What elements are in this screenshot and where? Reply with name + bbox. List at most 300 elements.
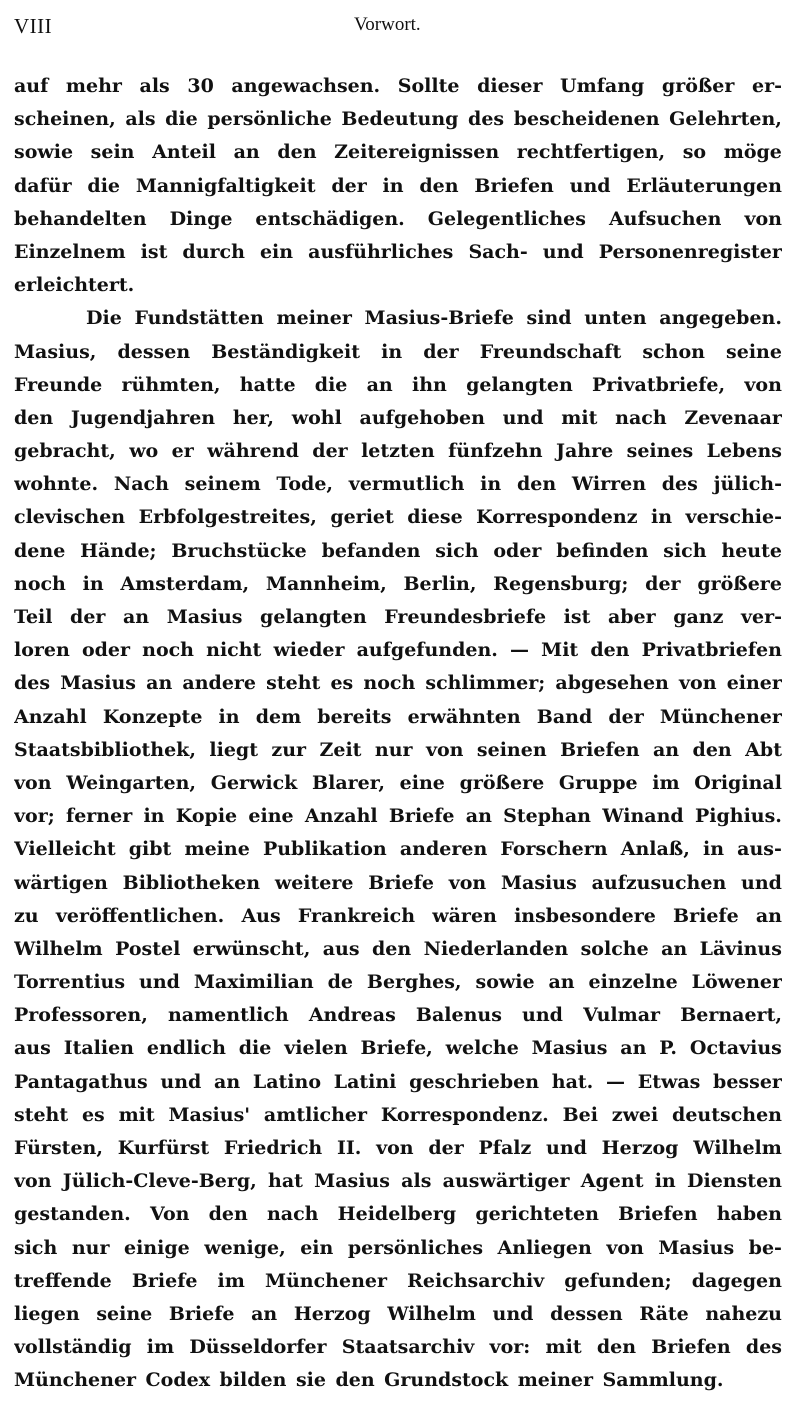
word: eine xyxy=(248,805,294,828)
word: meiner xyxy=(276,307,352,330)
word: gefunden; xyxy=(564,1269,672,1292)
word: Vielleicht xyxy=(14,838,116,861)
word: Bruchstücke xyxy=(171,539,307,562)
word: zu xyxy=(14,904,39,927)
word: Lävinus xyxy=(699,937,782,960)
word: in xyxy=(218,705,240,728)
word: meiner xyxy=(517,1369,594,1392)
word: sich xyxy=(435,539,479,562)
word: steht xyxy=(266,672,321,695)
word: im xyxy=(217,1269,245,1292)
word: Postel xyxy=(115,937,181,960)
word: an xyxy=(661,937,688,960)
word: gerichteten xyxy=(475,1203,599,1226)
text-line xyxy=(14,1331,782,1364)
word: Bernaert, xyxy=(680,1004,782,1027)
word: Tode, xyxy=(276,473,334,496)
word: Etwas xyxy=(637,1070,701,1093)
word: aber xyxy=(607,606,656,628)
word: Anliegen xyxy=(497,1236,592,1259)
word: vollständig xyxy=(14,1336,132,1359)
word: aus xyxy=(14,1037,51,1060)
word: und xyxy=(160,1070,202,1093)
word: gelangten xyxy=(466,373,573,396)
word: in xyxy=(382,174,404,197)
word: ist xyxy=(563,606,591,628)
word: dem xyxy=(255,705,302,728)
word: Niederlanden xyxy=(423,937,569,960)
word: Düsseldorfer xyxy=(189,1336,327,1359)
word: clevischen xyxy=(14,506,126,529)
word: Gelehrten, xyxy=(669,108,782,131)
word: seinem xyxy=(184,473,261,496)
text-line xyxy=(14,435,782,468)
text-line xyxy=(14,1099,782,1132)
text-line xyxy=(14,1265,782,1298)
word: Amsterdam, xyxy=(120,572,250,595)
word: haben xyxy=(716,1203,782,1226)
word: zwei xyxy=(611,1103,659,1126)
word: Pantagathus xyxy=(14,1070,148,1093)
word: mehr xyxy=(65,75,122,97)
word: in xyxy=(702,838,725,861)
word: in xyxy=(654,1170,676,1193)
text-line xyxy=(14,336,782,369)
text-line xyxy=(14,800,782,833)
word: wenige, xyxy=(204,1236,286,1259)
word: Balenus xyxy=(415,1004,502,1027)
word: Privatbriefe, xyxy=(592,373,726,396)
word: der xyxy=(608,705,644,728)
word: Pighius. xyxy=(694,805,782,828)
word: Gelegentliches xyxy=(427,207,586,230)
word: Publikation xyxy=(262,838,387,861)
word: Abt xyxy=(745,738,782,761)
word: aufgefunden. xyxy=(356,639,498,662)
word: Anteil xyxy=(152,141,216,164)
word: nahezu xyxy=(705,1302,782,1325)
word: seinen xyxy=(476,738,547,761)
word: Latino xyxy=(252,1070,321,1093)
word: persönliche xyxy=(207,108,332,131)
word: größer xyxy=(661,75,735,97)
word: Friedrich xyxy=(223,1137,323,1159)
word: aus xyxy=(322,937,360,960)
word: an xyxy=(652,738,680,761)
word: dessen xyxy=(550,1302,623,1325)
word: an xyxy=(465,805,492,828)
text-line xyxy=(14,833,782,866)
word: noch xyxy=(142,639,194,662)
word: Sammlung. xyxy=(602,1369,724,1392)
word: Bei xyxy=(562,1103,598,1126)
word: und xyxy=(542,240,584,263)
word: be- xyxy=(748,1236,782,1259)
text-line xyxy=(14,667,782,700)
word: Reichsarchiv xyxy=(407,1269,545,1292)
word: sein xyxy=(90,141,135,164)
word: der xyxy=(423,340,459,363)
word: endlich xyxy=(146,1037,226,1060)
word: Blarer, xyxy=(312,771,385,794)
word: treffende xyxy=(14,1269,112,1292)
text-line xyxy=(14,1132,782,1165)
text-line xyxy=(14,1066,782,1099)
word: aufzusuchen xyxy=(591,871,727,894)
word: Masius xyxy=(658,1236,735,1259)
word: Band xyxy=(536,705,593,728)
word: Briefe xyxy=(673,904,739,927)
word: namentlich xyxy=(167,1004,289,1027)
word: den xyxy=(208,1203,248,1226)
text-line xyxy=(14,1232,782,1265)
word: aufgehoben xyxy=(359,406,485,429)
word: Anlaß, xyxy=(620,838,690,861)
word: wärtigen xyxy=(14,871,108,894)
word: Briefen xyxy=(474,174,554,197)
text-line xyxy=(14,900,782,933)
word: abgesehen xyxy=(555,672,669,695)
word: Erläuterungen xyxy=(626,174,782,197)
word: vermutlich xyxy=(348,473,465,496)
word: Briefen xyxy=(618,1203,698,1226)
word: unten xyxy=(584,307,647,330)
word: an xyxy=(146,672,173,695)
word: des xyxy=(14,672,51,695)
word: — xyxy=(510,639,530,662)
word: nur xyxy=(71,1236,110,1259)
word: Masius-Briefe xyxy=(364,307,514,330)
word: sie xyxy=(295,1369,326,1392)
word: besser xyxy=(713,1070,782,1093)
word: Zevenaar xyxy=(684,406,782,429)
word: Weingarten, xyxy=(66,771,197,794)
word: größere xyxy=(459,771,545,794)
word: Staatsarchiv xyxy=(341,1336,475,1359)
word: Münchener xyxy=(659,705,782,728)
word: Agent xyxy=(580,1170,644,1193)
word: Freundesbriefe xyxy=(384,606,547,628)
word: — xyxy=(606,1070,626,1093)
word: Wilhelm xyxy=(387,1302,476,1325)
word: oder xyxy=(493,539,542,562)
word: und xyxy=(546,1137,587,1159)
word: Umfang xyxy=(560,75,645,97)
word: liegt xyxy=(209,738,258,761)
word: Briefe xyxy=(168,1302,235,1325)
word: befinden xyxy=(556,539,649,562)
word: Torrentius xyxy=(14,971,126,994)
word: fünfzehn xyxy=(448,440,543,463)
word: wären xyxy=(432,904,497,927)
word: Masius xyxy=(501,871,577,894)
text-line xyxy=(14,136,782,169)
word: einer xyxy=(726,672,782,695)
word: Zeit xyxy=(319,738,362,761)
word: Vulmar xyxy=(583,1004,661,1027)
word: mit xyxy=(561,406,598,429)
word: Frankreich xyxy=(297,904,416,927)
word: Stephan xyxy=(503,805,591,828)
word: seine xyxy=(96,1302,153,1325)
word: weitere xyxy=(274,871,354,894)
word: sind xyxy=(526,307,572,330)
text-line xyxy=(14,767,782,800)
word: auf xyxy=(14,75,49,97)
word: an xyxy=(123,606,150,628)
word: P. xyxy=(659,1037,678,1060)
word: Masius, xyxy=(14,340,97,363)
word: von xyxy=(425,738,464,761)
word: Masius' xyxy=(168,1103,251,1126)
word: diese xyxy=(407,506,463,529)
word: heute xyxy=(721,539,782,562)
word: nach xyxy=(615,406,667,429)
word: wo xyxy=(129,440,159,463)
word: sowie xyxy=(475,971,535,994)
word: in xyxy=(480,473,502,496)
word: dene xyxy=(14,539,66,562)
text-line xyxy=(14,701,782,734)
word: und xyxy=(502,406,544,429)
word: er xyxy=(171,440,194,463)
word: dafür xyxy=(14,174,72,197)
word: seines xyxy=(626,440,694,463)
word: den xyxy=(516,473,557,496)
word: noch xyxy=(363,672,416,695)
word: und xyxy=(741,871,782,894)
word: steht xyxy=(14,1103,69,1126)
word: an xyxy=(548,971,575,994)
word: Aus xyxy=(241,904,281,927)
word: ferner xyxy=(66,805,133,828)
word: es xyxy=(81,1103,105,1126)
word: her, xyxy=(232,406,275,429)
word: bescheidenen xyxy=(513,108,660,131)
word: den xyxy=(596,1336,637,1359)
word: bereits xyxy=(317,705,392,728)
word: des xyxy=(745,1336,782,1359)
word: im xyxy=(652,771,680,794)
word: ver- xyxy=(740,606,782,628)
word: mit xyxy=(118,1103,155,1126)
text-line xyxy=(14,1165,782,1198)
word: möge xyxy=(723,141,782,164)
word: von xyxy=(14,771,52,794)
word: als xyxy=(125,108,156,131)
word: Einzelnem xyxy=(14,240,126,263)
word: der xyxy=(428,1137,464,1159)
word: und xyxy=(522,1004,563,1027)
word: in xyxy=(143,805,165,828)
word: Jülich-Cleve-Berg, xyxy=(62,1170,257,1193)
word: nur xyxy=(374,738,413,761)
word: ein xyxy=(300,1236,334,1259)
word: an xyxy=(251,1302,278,1325)
word: angegeben. xyxy=(659,307,782,330)
word: Erbfolgestreites, xyxy=(138,506,317,529)
word: liegen xyxy=(14,1302,80,1325)
word: Briefe xyxy=(131,1269,198,1292)
word: den xyxy=(335,1369,375,1392)
word: Freunde xyxy=(14,373,103,396)
word: gelangten xyxy=(260,606,367,628)
word: den xyxy=(590,639,630,662)
word: einige xyxy=(123,1236,190,1259)
word: Staatsbibliothek, xyxy=(14,738,196,761)
word: Briefe xyxy=(388,805,455,828)
word: oder xyxy=(81,639,130,662)
word: es xyxy=(330,672,354,695)
word: Sach- xyxy=(468,240,528,263)
word: welche xyxy=(445,1037,519,1060)
word: amtlicher xyxy=(263,1103,368,1126)
word: Räte xyxy=(639,1302,689,1325)
text-line xyxy=(14,70,782,103)
word: scheinen, xyxy=(14,108,116,131)
word: Maximilian xyxy=(193,971,314,994)
word: behandelten xyxy=(14,207,147,230)
word: größere xyxy=(697,572,782,595)
word: Fundstätten xyxy=(134,307,264,330)
word: Wirren xyxy=(571,473,647,496)
word: des xyxy=(468,108,505,131)
word: ausführliches xyxy=(308,240,454,263)
word: Octavius xyxy=(689,1037,782,1060)
word: anderen xyxy=(399,838,488,861)
word: wohl xyxy=(291,406,342,429)
text-line xyxy=(14,468,782,501)
word: von xyxy=(679,672,717,695)
word: in xyxy=(381,340,403,363)
word: sich xyxy=(14,1236,58,1259)
word: sowie xyxy=(14,141,74,164)
word: Beständigkeit xyxy=(211,340,361,363)
word: der xyxy=(312,440,348,463)
word: Mannheim, xyxy=(265,572,387,595)
word: Mannigfaltigkeit xyxy=(135,174,316,197)
word: von xyxy=(606,1236,644,1259)
word: den xyxy=(371,937,412,960)
word: von xyxy=(744,207,782,230)
word: Jugendjahren xyxy=(70,406,216,429)
word: vor: xyxy=(489,1336,531,1359)
word: Kopie xyxy=(175,805,238,828)
word: Personenregister xyxy=(598,240,782,263)
text-line xyxy=(14,236,782,269)
word: aus- xyxy=(737,838,782,861)
word: Berghes, xyxy=(366,971,462,994)
word: auswärtiger xyxy=(442,1170,570,1193)
text-line xyxy=(14,568,782,601)
word: hat. xyxy=(551,1070,594,1093)
word: als xyxy=(139,75,170,97)
word: Freundschaft xyxy=(479,340,622,363)
word: Briefen xyxy=(560,738,640,761)
word: Bedeutung xyxy=(341,108,459,131)
word: wohnte. xyxy=(14,473,99,496)
word: ein xyxy=(259,240,294,263)
word: Masius xyxy=(314,1170,390,1193)
word: sich xyxy=(663,539,707,562)
word: noch xyxy=(14,572,66,595)
word: Grundstock xyxy=(384,1369,509,1392)
text-line xyxy=(14,103,782,136)
word: Aufsuchen xyxy=(608,207,722,230)
word: nach xyxy=(266,1203,319,1226)
word: Die xyxy=(86,307,122,330)
word: Gruppe xyxy=(558,771,638,794)
word: dagegen xyxy=(691,1269,782,1292)
word: dieser xyxy=(477,75,543,97)
word: in xyxy=(82,572,104,595)
word: die xyxy=(238,1037,272,1060)
word: Fürsten, xyxy=(14,1137,103,1159)
word: insbesondere xyxy=(514,904,656,927)
word: als xyxy=(401,1170,432,1193)
word: Latini xyxy=(333,1070,397,1093)
word: befanden xyxy=(321,539,421,562)
word: Bibliotheken xyxy=(122,871,261,894)
word: Andreas xyxy=(308,1004,396,1027)
word: jülich- xyxy=(713,473,782,496)
word: Dinge xyxy=(169,207,233,230)
word: Münchener xyxy=(14,1369,137,1392)
word: nicht xyxy=(206,639,262,662)
word: Italien xyxy=(63,1037,135,1060)
word: ist xyxy=(140,240,168,263)
word: Diensten xyxy=(687,1170,782,1193)
word: deutschen xyxy=(672,1103,782,1126)
word: persönliches xyxy=(347,1236,484,1259)
word: schon xyxy=(642,340,705,363)
word: seine xyxy=(726,340,782,363)
word: Korrespondenz xyxy=(476,506,638,529)
word: Herzog xyxy=(601,1137,679,1159)
word: von xyxy=(448,871,487,894)
word: von xyxy=(744,373,782,396)
word: Nach xyxy=(113,473,169,496)
text-line xyxy=(14,369,782,402)
word: den xyxy=(277,141,317,164)
word: Codex xyxy=(145,1369,211,1392)
word: Herzog xyxy=(293,1302,371,1325)
text-line xyxy=(14,203,782,236)
word: Masius xyxy=(60,672,136,695)
word: während xyxy=(207,440,299,463)
word: Sollte xyxy=(397,75,460,97)
word: Privatbriefen xyxy=(641,639,782,662)
word: den xyxy=(14,406,54,429)
word: vielen xyxy=(284,1037,348,1060)
word: gibt xyxy=(128,838,172,861)
word: Briefen xyxy=(651,1336,731,1359)
text-line xyxy=(14,1364,782,1397)
text-line xyxy=(14,269,782,302)
text-line xyxy=(14,535,782,568)
text-line xyxy=(14,734,782,767)
word: rühmten, xyxy=(121,373,221,396)
word: dessen xyxy=(117,340,191,363)
word: Löwener xyxy=(691,971,782,994)
word: Heidelberg xyxy=(337,1203,457,1226)
word: an xyxy=(755,904,782,927)
word: bilden xyxy=(219,1369,287,1392)
word: Anzahl xyxy=(304,805,378,828)
word: einzelne xyxy=(588,971,678,994)
word: hatte xyxy=(239,373,296,396)
word: Pfalz xyxy=(478,1137,532,1159)
